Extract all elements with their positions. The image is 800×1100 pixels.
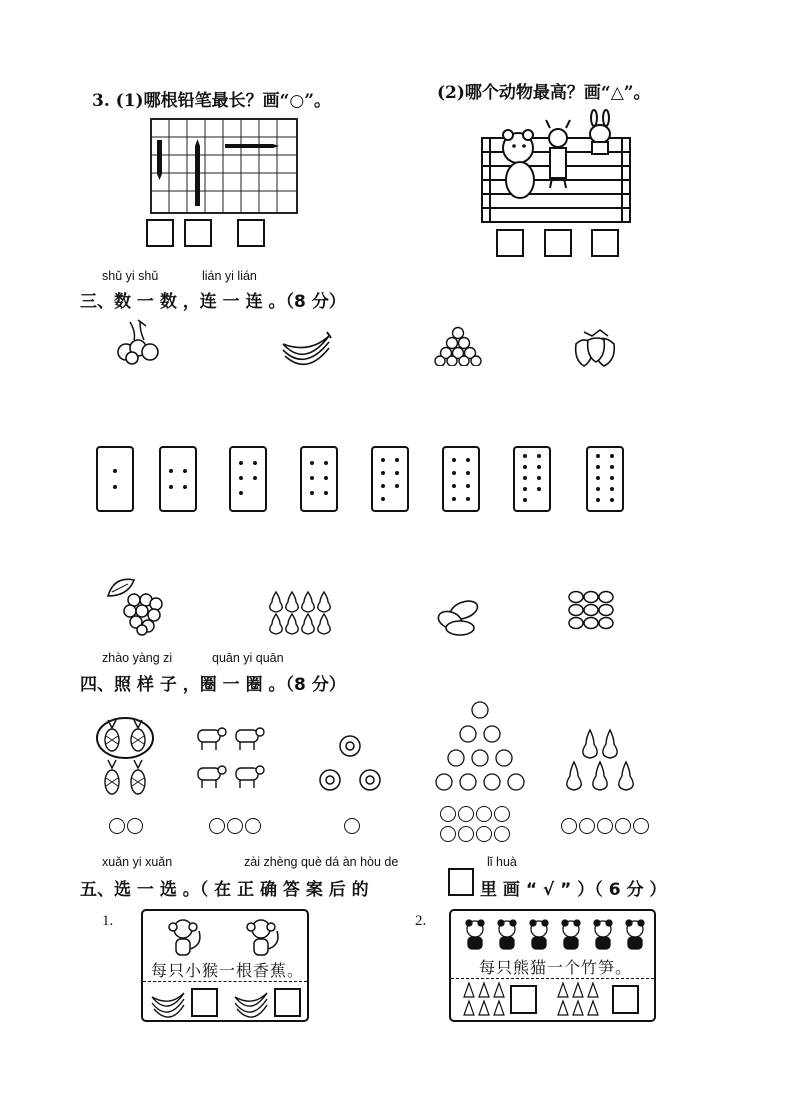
panda-card-sentence: 每只熊猫一个竹笋。 [479,958,633,977]
circles-group-2 [209,818,261,834]
heading-example-box [448,868,474,896]
bamboo-shoot-icon [555,981,601,1019]
s5-pinyin-correct: zài zhèng què dá àn hòu de [244,855,399,869]
monkey-answer-box-2[interactable] [274,988,301,1017]
strawberries-icon [570,326,620,370]
item-2-number: 2. [415,913,427,929]
bamboo-shoot-icon [461,981,507,1019]
apples-pyramid-icon [432,326,484,366]
pineapple-icon [94,716,156,802]
pencil-answer-box-2[interactable] [184,219,212,247]
grapes-icon [104,574,168,636]
monkey-answer-box-1[interactable] [191,988,218,1017]
dot-card-8[interactable] [442,446,480,512]
card-1-dashed-divider [143,981,307,982]
pencil-answer-box-1[interactable] [146,219,174,247]
animals-fence-illustration [478,108,634,228]
animal-answer-box-3[interactable] [591,229,619,257]
dot-card-7[interactable] [371,446,409,512]
s3-pinyin-connect: lián yi lián [202,269,257,283]
banana-bunch-icon [148,987,188,1019]
card-2-dashed-divider [451,978,654,979]
mangoes-icon [434,598,482,638]
section-4-heading: 四、照 样 子 ，圈 一 圈 。（8 分） [80,675,346,695]
dot-card-4[interactable] [159,446,197,512]
sheep-icon [194,722,266,794]
s3-pinyin-count: shǔ yi shǔ [102,269,159,283]
panda-answer-box-2[interactable] [612,985,639,1014]
pencil-answer-box-3[interactable] [237,219,265,247]
s4-pinyin-follow: zhào yàng zi [102,651,173,665]
dot-card-10[interactable] [586,446,624,512]
pears-icon [266,588,340,638]
circles-group-1 [109,818,143,834]
panda-answer-box-1[interactable] [510,985,537,1014]
q3-part2-text: (2)哪个动物最高？画“△”。 [437,83,651,103]
monkey-card-sentence: 每只小猴一根香蕉。 [151,961,305,980]
bananas-icon [279,328,333,368]
q3-part1-text: 3. (1)哪根铅笔最长？画“○”。 [92,91,331,111]
s4-pinyin-circle: quān yi quān [212,651,284,665]
circles-group-3 [344,818,360,834]
dot-card-9[interactable] [513,446,551,512]
section-5-heading-part1: 五、选 一 选 。（ 在 正 确 答 案 后 的 [80,880,369,900]
banana-bunch-icon [231,987,271,1019]
dot-card-2[interactable] [96,446,134,512]
chick-icon [432,698,528,794]
section-5-heading-part2: 里 画 “ √ ” ）（ 6 分 ） [480,880,667,900]
circles-group-4 [440,806,520,842]
panda-bamboo-card [449,909,656,1022]
item-1-number: 1. [102,913,114,929]
dot-card-6[interactable] [300,446,338,512]
s5-pinyin-draw: lǐ huà [487,855,517,869]
section-3-heading: 三、数 一 数 ，连 一 连 。（8 分） [80,292,346,312]
dot-card-5[interactable] [229,446,267,512]
s5-pinyin-choose: xuǎn yi xuǎn [102,855,173,869]
monkey-icon [161,917,291,959]
pear-icon [562,726,638,796]
monkey-banana-card [141,909,309,1022]
animal-answer-box-1[interactable] [496,229,524,257]
circles-group-5 [561,818,649,834]
pencil-grid-illustration [150,118,298,214]
oranges-icon [566,590,618,634]
panda-icon [459,919,649,953]
flower-icon [318,734,382,794]
animal-answer-box-2[interactable] [544,229,572,257]
cherries-icon [110,318,166,366]
